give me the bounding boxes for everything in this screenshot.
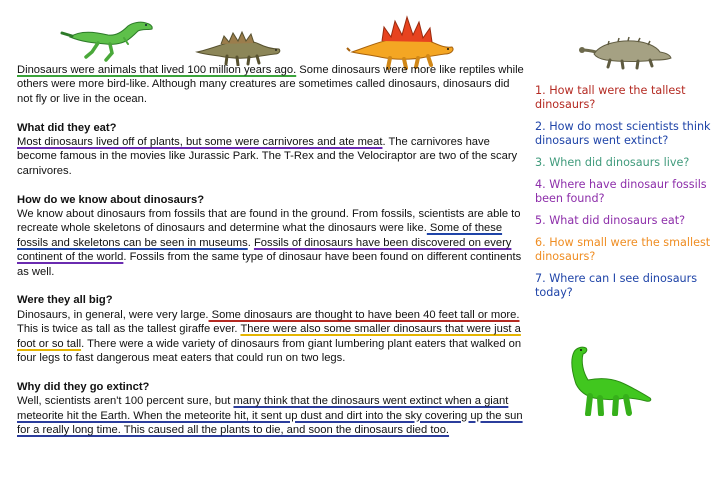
brown-stegosaurus-icon: [193, 28, 283, 66]
green-raptor-icon: [60, 16, 158, 62]
question-7: 7. Where can I see dinosaurs today?: [535, 271, 698, 299]
diet-highlight: Most dinosaurs lived off of plants, but some were carnivores and ate meat: [17, 136, 383, 149]
question-1: 1. How tall were the tallest dinosaurs?: [535, 84, 686, 112]
question-6: 6. How small were the smallest dinosaurs?: [535, 235, 711, 263]
continents-highlight: Fossils of dinosaurs have been discovered on every continent of the world: [17, 236, 512, 264]
extinct-heading: Why did they go extinct?: [17, 380, 150, 393]
green-brachiosaurus-icon: [546, 344, 656, 416]
tallest-highlight: Some dinosaurs are thought to have been 40 feet tall or more.: [208, 308, 520, 321]
eat-heading: What did they eat?: [17, 121, 117, 134]
extinct-paragraph: Well, scientists aren't 100 percent sure, but many think that the dinosaurs went extinct when a giant meteorite hit the Earth. When the meteorite hit, it sent up dust and dirt into the sky covering up the sun for a really long time. This caused all the plants to die, and soon the dinosaurs died too.: [17, 395, 523, 437]
size-paragraph: Dinosaurs, in general, were very large. Some dinosaurs are thought to have been 40 feet tall or more. This is twice as tall as the tallest giraffe ever. There were also some smaller dinosaurs that were just a foot or so tall. There were a wide variety of dinosaurs from giant lumbering plant eaters that walked on four legs to fast dangerous meat eaters that could run on two legs.: [17, 308, 522, 365]
eat-paragraph: Most dinosaurs lived off of plants, but some were carnivores and ate meat. The carnivores have become famous in the movies like Jurassic Park. The T-Rex and the Velociraptor are two of the scary carnivores.: [17, 136, 518, 177]
question-list: [535, 84, 717, 308]
fossils-heading: How do we know about dinosaurs?: [17, 193, 205, 206]
museums-highlight: Some of these fossils and skeletons can be seen in museums: [17, 222, 503, 249]
size-heading: Were they all big?: [17, 294, 113, 307]
intro-paragraph: Dinosaurs were animals that lived 100 million years ago. Some dinosaurs were more like reptiles while others were more bird-like. Although many creatures are sometimes called dinosaurs, dinosaurs did not fly or live in the ocean.: [17, 64, 524, 105]
question-5: 5. What did dinosaurs eat?: [535, 213, 686, 227]
question-3: 3. When did dinosaurs live?: [535, 156, 690, 169]
extinction-highlight: many think that the dinosaurs went extinct when a giant meteorite hit the Earth. When the meteorite hit, it sent up dust and dirt into the sky covering up the sun for a really long time. This caused all the plants to die, and soon the dinosaurs died too.: [17, 395, 523, 437]
question-2: 2. How do most scientists think dinosaurs went extinct?: [535, 120, 711, 148]
when-lived-highlight: Dinosaurs were animals that lived 100 million years ago.: [17, 64, 297, 76]
orange-stegosaurus-icon: [346, 14, 458, 70]
smallest-highlight: There were also some smaller dinosaurs that were just a foot or so tall: [17, 323, 521, 350]
fossils-paragraph: We know about dinosaurs from fossils that are found in the ground. From fossils, scientists are able to recreate whole skeletons of dinosaurs and determine what the dinosaurs were like. Some of these fossils and skeletons can be seen in museums. Fossils of dinosaurs have been discovered on every continent of the world. Fossils from the same type of dinosaur have been found on different continents as well.: [17, 208, 522, 278]
question-4: 4. Where have dinosaur fossils been found?: [535, 177, 707, 205]
article: [17, 63, 524, 452]
ankylosaurus-icon: [578, 32, 674, 70]
